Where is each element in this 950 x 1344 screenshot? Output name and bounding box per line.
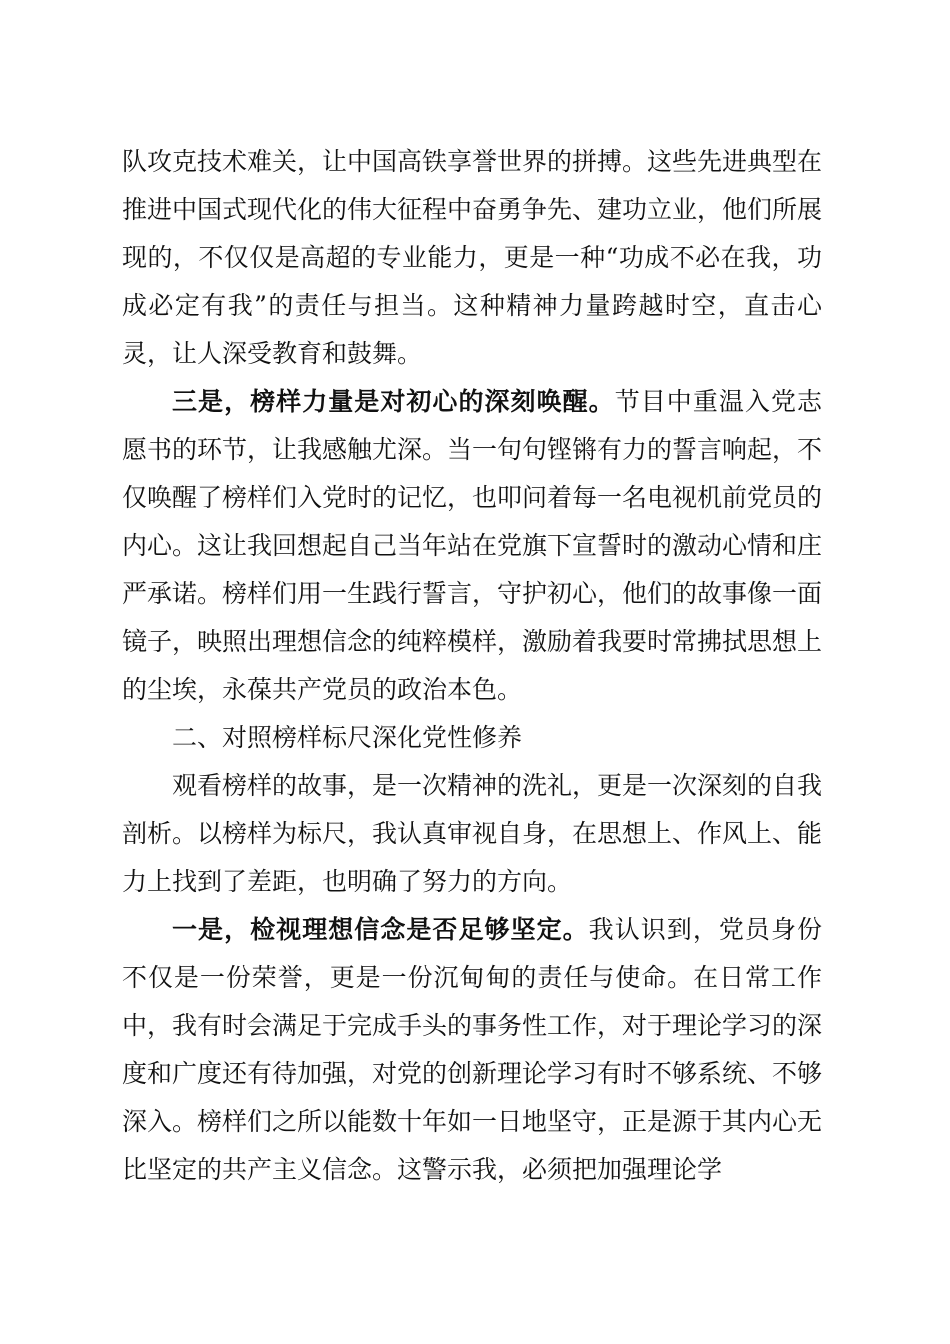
paragraph-text: 我认识到，党员身份不仅是一份荣誉，更是一份沉甸甸的责任与使命。在日常工作中，我有时会满足于完成手头的事务性工作，对于理论学习的深度和广度还有待加强，对党的创新理论学习有时不够系统、不够深入。榜样们之所以能数十年如一日地坚守，正是源于其内心无比坚定的共产主义信念。这警示我，必须把加强理论学: [122, 915, 823, 1184]
paragraph-text: 节目中重温入党志愿书的环节，让我感触尤深。当一句句铿锵有力的誓言响起，不仅唤醒了榜样们入党时的记忆，也叩问着每一名电视机前党员的内心。这让我回想起自己当年站在党旗下宣誓时的激动心情和庄严承诺。榜样们用一生践行誓言，守护初心，他们的故事像一面镜子，映照出理想信念的纯粹模样，激励着我要时常拂拭思想上的尘埃，永葆共产党员的政治本色。: [122, 387, 823, 704]
paragraph-text: 观看榜样的故事，是一次精神的洗礼，更是一次深刻的自我剖析。以榜样为标尺，我认真审视自身，在思想上、作风上、能力上找到了差距，也明确了努力的方向。: [122, 771, 823, 896]
paragraph-intro: [122, 762, 822, 906]
paragraph-lead: 一是，检视理想信念是否足够坚定。: [172, 915, 589, 944]
section-heading: 二、对照榜样标尺深化党性修养: [172, 723, 523, 752]
paragraph-point-three: [122, 378, 822, 714]
paragraph-point-one: [122, 906, 822, 1194]
document-body: [122, 138, 822, 1194]
paragraph-continuation: [122, 138, 822, 378]
paragraph-lead: 三是，榜样力量是对初心的深刻唤醒。: [172, 387, 615, 416]
paragraph-text: 队攻克技术难关，让中国高铁享誉世界的拼搏。这些先进典型在推进中国式现代化的伟大征程中奋勇争先、建功立业，他们所展现的，不仅仅是高超的专业能力，更是一种“功成不必在我，功成必定有我”的责任与担当。这种精神力量跨越时空，直击心灵，让人深受教育和鼓舞。: [122, 147, 823, 368]
